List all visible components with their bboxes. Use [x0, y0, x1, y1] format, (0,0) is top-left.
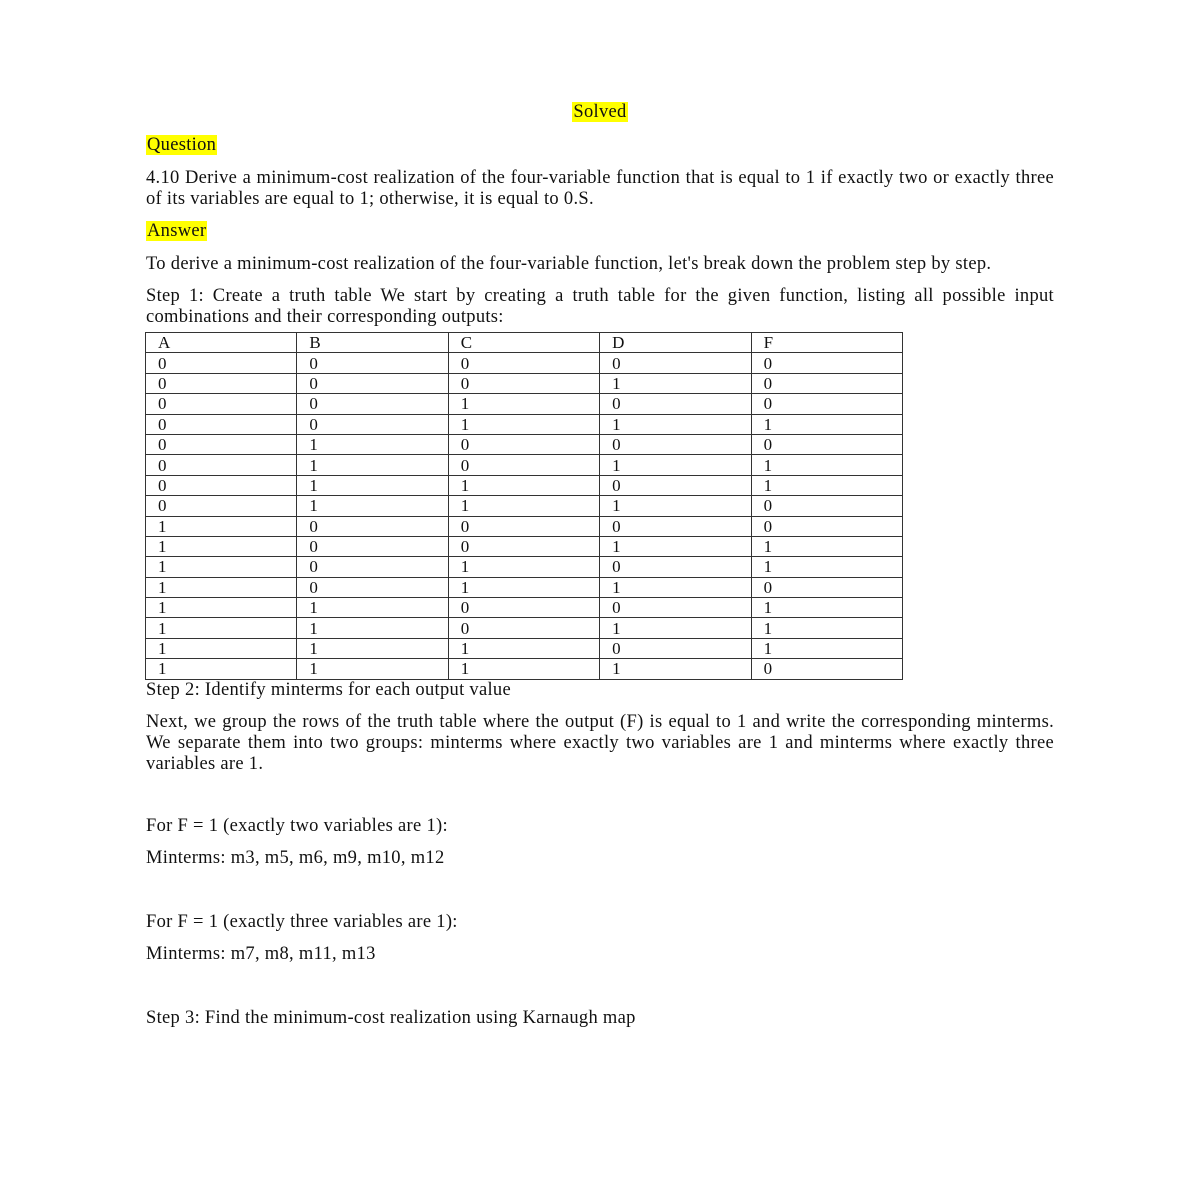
truth-table-cell: 1	[448, 557, 599, 577]
truth-table-cell: 0	[600, 434, 751, 454]
truth-table-body	[146, 333, 903, 680]
step2-heading: Step 2: Identify minterms for each output value	[146, 679, 511, 700]
truth-table-cell: 0	[146, 394, 297, 414]
truth-table-cell: 0	[600, 394, 751, 414]
truth-table-cell: 0	[448, 516, 599, 536]
truth-table-cell: 0	[297, 557, 448, 577]
truth-table-cell: 1	[751, 618, 902, 638]
truth-table-cell: 0	[297, 373, 448, 393]
truth-table-cell: 0	[146, 475, 297, 495]
truth-table-cell: 1	[146, 638, 297, 658]
truth-table-row	[146, 577, 903, 597]
truth-table-cell: 1	[600, 536, 751, 556]
spacer	[146, 869, 1054, 912]
truth-table-cell: 1	[146, 516, 297, 536]
truth-table-cell: 1	[146, 557, 297, 577]
truth-table-cell: 0	[751, 434, 902, 454]
truth-table-header-cell: A	[146, 333, 297, 353]
truth-table-header-cell: B	[297, 333, 448, 353]
truth-table-cell: 1	[600, 455, 751, 475]
truth-table-cell: 0	[146, 353, 297, 373]
truth-table-row	[146, 598, 903, 618]
question-label	[146, 134, 1054, 156]
truth-table-cell: 1	[297, 496, 448, 516]
page-title	[146, 100, 1054, 124]
truth-table-row	[146, 373, 903, 393]
step1-text: Step 1: Create a truth table We start by creating a truth table for the given function, listing all possible input combinations and their corresponding outputs:	[146, 286, 1054, 327]
truth-table-cell: 0	[448, 373, 599, 393]
truth-table-cell: 1	[600, 373, 751, 393]
truth-table-cell: 1	[751, 455, 902, 475]
truth-table-cell: 0	[297, 353, 448, 373]
truth-table-cell: 0	[751, 659, 902, 679]
truth-table-cell: 0	[448, 536, 599, 556]
truth-table-row	[146, 536, 903, 556]
truth-table-cell: 0	[297, 577, 448, 597]
truth-table-cell: 1	[751, 598, 902, 618]
truth-table-cell: 0	[600, 475, 751, 495]
truth-table-cell: 1	[600, 496, 751, 516]
answer-label	[146, 220, 1054, 242]
truth-table-cell: 0	[146, 414, 297, 434]
truth-table-cell: 0	[146, 434, 297, 454]
truth-table-cell: 0	[448, 598, 599, 618]
truth-table-cell: 1	[297, 659, 448, 679]
truth-table-cell: 1	[146, 659, 297, 679]
truth-table-cell: 1	[297, 618, 448, 638]
truth-table-cell: 1	[751, 536, 902, 556]
question-text: 4.10 Derive a minimum-cost realization of the four-variable function that is equal to 1 if exactly two or exactly three of its variables are equal to 1; otherwise, it is equal to 0.S.	[146, 168, 1054, 209]
question-label-highlight: Question	[147, 135, 217, 155]
truth-table-cell: 1	[297, 638, 448, 658]
truth-table-cell: 1	[600, 414, 751, 434]
truth-table-cell: 1	[751, 475, 902, 495]
truth-table-row	[146, 455, 903, 475]
spacer	[146, 965, 1054, 1008]
truth-table-row	[146, 618, 903, 638]
truth-table-cell: 1	[146, 577, 297, 597]
truth-table-cell: 0	[297, 536, 448, 556]
truth-table-cell: 0	[146, 496, 297, 516]
truth-table-cell: 1	[297, 598, 448, 618]
truth-table-cell: 0	[751, 496, 902, 516]
truth-table-header-cell: D	[600, 333, 751, 353]
title-highlight: Solved	[573, 102, 627, 122]
truth-table-cell: 0	[600, 557, 751, 577]
truth-table-row	[146, 496, 903, 516]
truth-table-cell: 1	[297, 475, 448, 495]
truth-table-cell: 0	[297, 394, 448, 414]
truth-table-cell: 0	[600, 638, 751, 658]
truth-table-row	[146, 353, 903, 373]
truth-table-cell: 0	[600, 353, 751, 373]
group-three-heading: For F = 1 (exactly three variables are 1):	[146, 911, 458, 932]
truth-table-cell: 1	[146, 618, 297, 638]
truth-table-row	[146, 557, 903, 577]
truth-table-cell: 1	[751, 638, 902, 658]
truth-table-cell: 1	[448, 475, 599, 495]
truth-table-row	[146, 475, 903, 495]
truth-table-cell: 1	[448, 394, 599, 414]
truth-table-cell: 0	[146, 373, 297, 393]
answer-intro: To derive a minimum-cost realization of the four-variable function, let's break down the problem step by step.	[146, 254, 992, 274]
truth-table-cell: 1	[448, 659, 599, 679]
group-two-minterms: Minterms: m3, m5, m6, m9, m10, m12	[146, 847, 445, 868]
truth-table-cell: 1	[297, 455, 448, 475]
truth-table-cell: 1	[297, 434, 448, 454]
truth-table-row	[146, 516, 903, 536]
truth-table-row	[146, 394, 903, 414]
truth-table-row	[146, 434, 903, 454]
truth-table-cell: 1	[448, 577, 599, 597]
truth-table-cell: 0	[600, 598, 751, 618]
truth-table-cell: 0	[751, 373, 902, 393]
truth-table-cell: 0	[751, 516, 902, 536]
truth-table-cell: 0	[448, 434, 599, 454]
truth-table-row	[146, 659, 903, 679]
truth-table-cell: 0	[751, 353, 902, 373]
truth-table-cell: 1	[146, 536, 297, 556]
truth-table-header-cell: F	[751, 333, 902, 353]
group-three-minterms: Minterms: m7, m8, m11, m13	[146, 943, 376, 964]
truth-table-cell: 1	[448, 496, 599, 516]
step3-heading: Step 3: Find the minimum-cost realization using Karnaugh map	[146, 1007, 636, 1028]
group-two-heading: For F = 1 (exactly two variables are 1):	[146, 815, 448, 836]
truth-table-row	[146, 638, 903, 658]
truth-table-cell: 1	[448, 638, 599, 658]
document-body	[146, 100, 1054, 1029]
truth-table-cell: 1	[751, 557, 902, 577]
truth-table-cell: 0	[297, 516, 448, 536]
truth-table-cell: 0	[448, 618, 599, 638]
truth-table-cell: 0	[448, 353, 599, 373]
truth-table-cell: 0	[297, 414, 448, 434]
truth-table-cell: 0	[600, 516, 751, 536]
truth-table-cell: 0	[751, 394, 902, 414]
answer-label-highlight: Answer	[147, 221, 207, 241]
truth-table-cell: 0	[146, 455, 297, 475]
step2-text: Next, we group the rows of the truth table where the output (F) is equal to 1 and write the corresponding minterms. We separate them into two groups: minterms where exactly two variables are 1 and minterms where exactly three variables are 1.	[146, 711, 1054, 774]
truth-table-cell: 1	[600, 577, 751, 597]
spacer	[146, 775, 1054, 816]
truth-table-cell: 1	[448, 414, 599, 434]
truth-table-cell: 0	[751, 577, 902, 597]
truth-table-cell: 1	[146, 598, 297, 618]
truth-table	[145, 332, 903, 680]
truth-table-header-cell: C	[448, 333, 599, 353]
truth-table-cell: 1	[751, 414, 902, 434]
truth-table-cell: 1	[600, 618, 751, 638]
truth-table-header-row	[146, 333, 903, 353]
truth-table-row	[146, 414, 903, 434]
truth-table-cell: 0	[448, 455, 599, 475]
truth-table-cell: 1	[600, 659, 751, 679]
